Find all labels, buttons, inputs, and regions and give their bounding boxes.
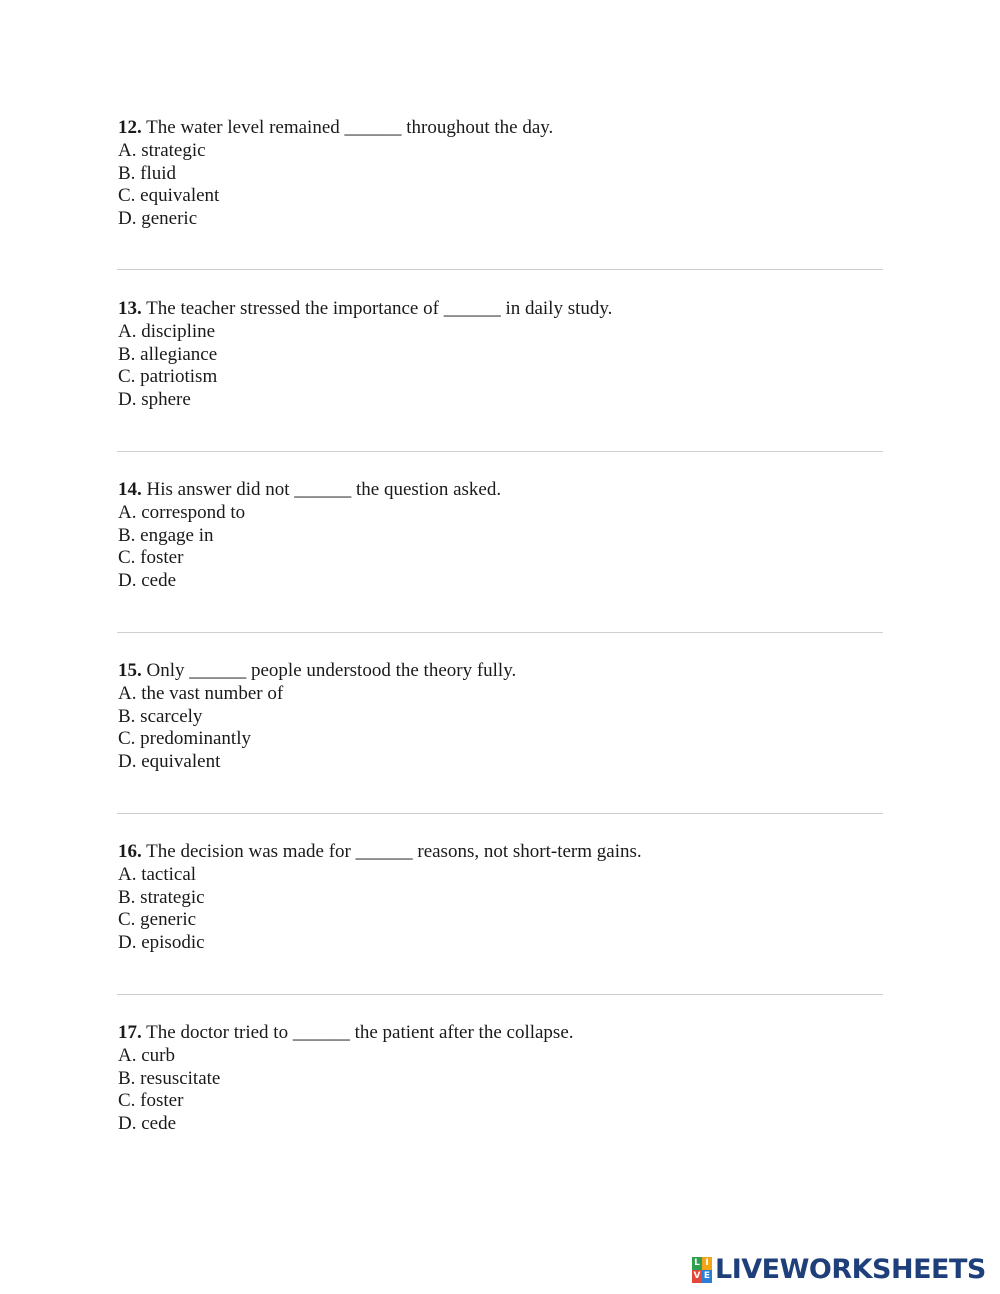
divider xyxy=(117,994,883,995)
logo-mark-letter: V xyxy=(693,1271,701,1281)
question-15 xyxy=(118,660,888,774)
question-number: 12. xyxy=(118,117,142,138)
option-b: B. fluid xyxy=(118,162,177,184)
divider xyxy=(117,632,883,633)
question-number: 14. xyxy=(118,479,142,500)
question-text: Only ______ people understood the theory fully. xyxy=(141,660,517,681)
option-b: B. allegiance xyxy=(118,343,218,365)
logo-mark-letter: I xyxy=(702,1257,712,1270)
question-17 xyxy=(118,1022,888,1136)
liveworksheets-logo-mark xyxy=(692,1257,712,1283)
option-c: C. predominantly xyxy=(118,728,251,750)
question-stem xyxy=(118,298,888,321)
option-c: C. equivalent xyxy=(118,185,220,207)
option-d: D. cede xyxy=(118,570,177,591)
question-stem xyxy=(118,479,888,502)
option-a: A. discipline xyxy=(118,320,216,342)
option-c: C. generic xyxy=(118,909,197,931)
question-stem xyxy=(118,117,888,140)
question-number: 17. xyxy=(118,1022,142,1043)
option-c: C. foster xyxy=(118,1090,184,1112)
option-a: A. strategic xyxy=(118,139,206,161)
option-d: D. sphere xyxy=(118,389,191,410)
option-a: A. curb xyxy=(118,1044,175,1066)
divider xyxy=(117,451,883,452)
option-d: D. episodic xyxy=(118,932,205,953)
option-d: D. equivalent xyxy=(118,751,221,772)
question-number: 16. xyxy=(118,841,142,862)
divider xyxy=(117,813,883,814)
option-b: B. scarcely xyxy=(118,705,203,727)
question-16 xyxy=(118,841,888,955)
option-a: A. the vast number of xyxy=(118,682,284,704)
option-a: A. tactical xyxy=(118,863,197,885)
option-b: B. resuscitate xyxy=(118,1067,221,1089)
option-c: C. foster xyxy=(118,547,184,569)
question-text: The water level remained ______ throughout the day. xyxy=(141,117,554,138)
question-12 xyxy=(118,117,888,231)
question-number: 13. xyxy=(118,298,142,319)
option-b: B. engage in xyxy=(118,524,214,546)
question-stem xyxy=(118,660,888,683)
option-c: C. patriotism xyxy=(118,366,218,388)
option-d: D. cede xyxy=(118,1113,177,1134)
logo-mark-letter: E xyxy=(703,1271,711,1281)
question-stem xyxy=(118,1022,888,1045)
logo-mark-letter: L xyxy=(692,1257,702,1270)
liveworksheets-logo xyxy=(692,1254,986,1286)
question-text: His answer did not ______ the question asked. xyxy=(141,479,502,500)
logo-wordmark: LIVEWORKSHEETS xyxy=(715,1254,986,1285)
question-text: The decision was made for ______ reasons, not short-term gains. xyxy=(141,841,642,862)
question-14 xyxy=(118,479,888,593)
divider xyxy=(117,269,883,270)
question-stem xyxy=(118,841,888,864)
question-text: The doctor tried to ______ the patient after the collapse. xyxy=(141,1022,574,1043)
question-text: The teacher stressed the importance of ______ in daily study. xyxy=(141,298,613,319)
option-d: D. generic xyxy=(118,208,198,229)
option-b: B. strategic xyxy=(118,886,205,908)
question-number: 15. xyxy=(118,660,142,681)
option-a: A. correspond to xyxy=(118,501,246,523)
question-13 xyxy=(118,298,888,412)
